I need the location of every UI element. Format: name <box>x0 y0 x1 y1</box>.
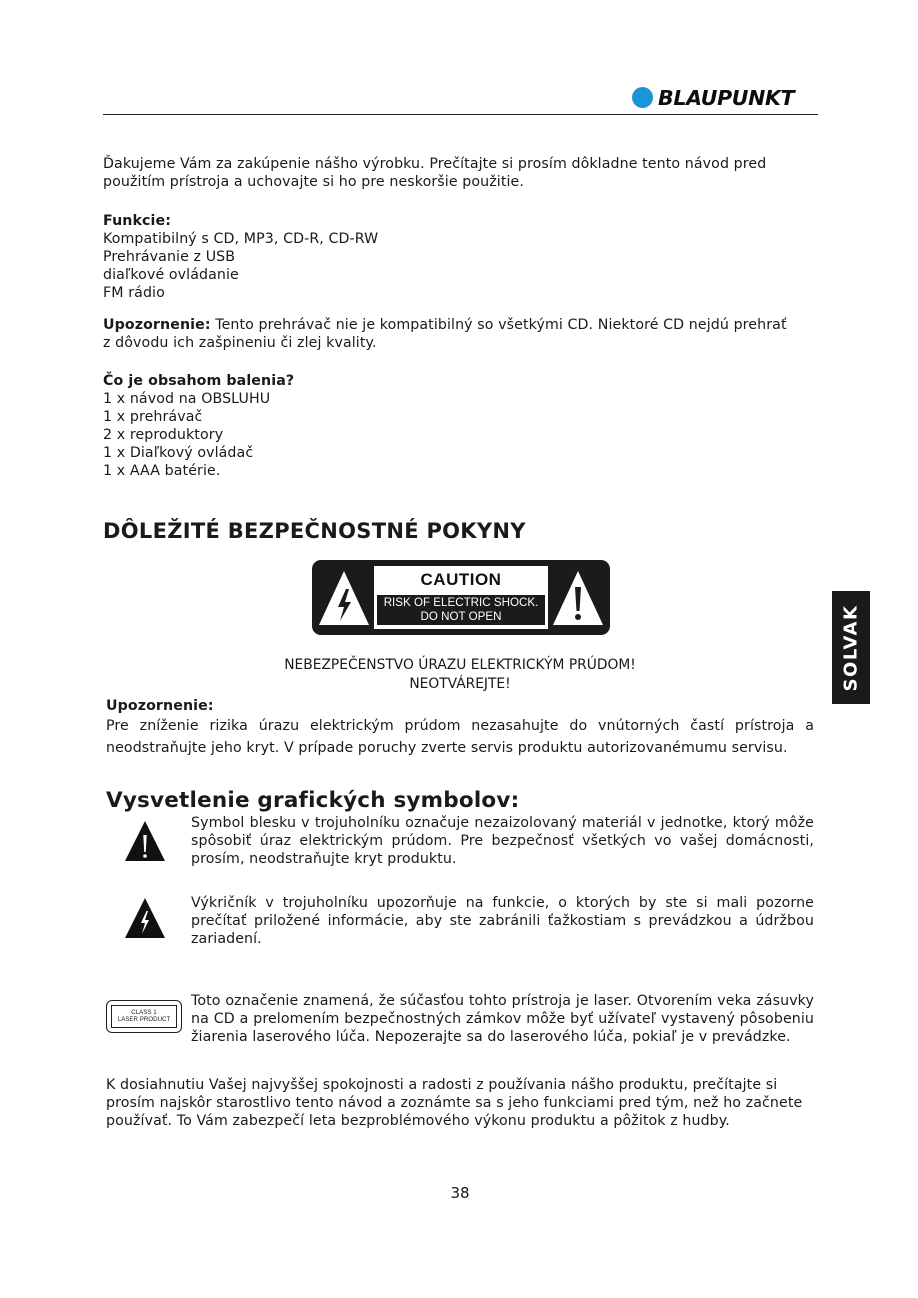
caution-line-1: RISK OF ELECTRIC SHOCK. <box>383 596 539 609</box>
brand-logo <box>632 84 818 112</box>
package-item: 1 x AAA batérie. <box>103 463 221 479</box>
laser-label-line-2: LASER PRODUCT <box>117 1016 171 1023</box>
exclamation-triangle-icon <box>124 820 166 862</box>
feature-item: FM rádio <box>103 285 165 301</box>
caution-label <box>312 560 610 635</box>
caution-panel <box>374 566 548 629</box>
warning-label: Upozornenie: <box>106 698 214 714</box>
laser-label-inner <box>111 1005 177 1028</box>
lightning-triangle-icon <box>124 897 166 939</box>
laser-symbol-text: Toto označenie znamená, že súčasťou tohto prístroja je laser. Otvorením veka zásuvky na CD a prelomením bezpečnostných zámkov môže byť užívateľ vystavený pôsobeniu žiarenia laserového lúča. Nepozerajte sa do laserového lúča, pokiaľ je v prevádzke. <box>191 993 814 1045</box>
exclamation-warning-icon <box>551 569 605 627</box>
caution-subpanel <box>377 595 545 625</box>
brand-logo-dot <box>632 87 653 108</box>
features-title: Funkcie: <box>103 213 171 229</box>
feature-item: Prehrávanie z USB <box>103 249 236 265</box>
hazard-text <box>200 656 720 694</box>
hazard-line-2: NEOTVÁREJTE! <box>409 676 511 692</box>
laser-label-line-1: CLASS 1 <box>131 1009 157 1016</box>
package-section <box>103 372 503 480</box>
lightning-symbol-text: Symbol blesku v trojuholníku označuje nezaizolovaný materiál v jednotke, ktorý môže spôsobiť úraz elektrickým prúdom. Pre bezpečnosť všetkých vo vašej domácnosti, prosím, neodstraňujte kryt produktu. <box>191 815 814 867</box>
notice-label: Upozornenie: <box>103 317 211 333</box>
warning-text: Pre zníženie rizika úrazu elektrickým prúdom nezasahujte do vnútorných častí prístroja a neodstraňujte jeho kryt. V prípade poruchy zverte servis produktu autorizovanémumu servisu. <box>106 718 814 756</box>
laser-product-label <box>106 1000 182 1033</box>
package-title: Čo je obsahom balenia? <box>103 373 295 389</box>
exclamation-symbol-text: Výkričník v trojuholníku upozorňuje na funkcie, o ktorých by ste si mali pozorne prečítať priložené informácie, aby ste zabránili ťažkostiam s prevádzkou a údržbou zariadení. <box>191 895 814 947</box>
symbols-heading: Vysvetlenie grafických symbolov: <box>106 788 520 813</box>
closing-paragraph: K dosiahnutiu Vašej najvyššej spokojnosti a radosti z používania nášho produktu, prečítajte si prosím najskôr starostlivo tento návod a zoznámte sa s jeho funkciami pred tým, než ho začnete používať. To Vám zabezpečí leta bezproblémového výkonu produktu a pôžitok z hudby. <box>106 1077 803 1129</box>
caution-title: CAUTION <box>420 570 502 589</box>
safety-heading: DÔLEŽITÉ BEZPEČNOSTNÉ POKYNY <box>103 519 526 543</box>
feature-item: Kompatibilný s CD, MP3, CD-R, CD-RW <box>103 231 379 247</box>
package-item: 1 x prehrávač <box>103 409 203 425</box>
caution-line-2: DO NOT OPEN <box>420 610 502 623</box>
page-number: 38 <box>450 1184 470 1202</box>
intro-paragraph: Ďakujeme Vám za zakúpenie nášho výrobku. Prečítajte si prosím dôkladne tento návod pred použitím prístroja a uchovajte si ho pre neskoršie použitie. <box>103 156 767 190</box>
brand-name: BLAUPUNKT <box>658 86 795 110</box>
notice-text: Tento prehrávač nie je kompatibilný so všetkými CD. Niektoré CD nejdú prehrať z dôvodu ich zašpineniu či zlej kvality. <box>103 317 787 351</box>
hazard-line-1: NEBEZPEČENSTVO ÚRAZU ELEKTRICKÝM PRÚDOM! <box>284 657 636 673</box>
package-item: 2 x reproduktory <box>103 427 224 443</box>
package-item: 1 x Diaľkový ovládač <box>103 445 254 461</box>
feature-item: diaľkové ovládanie <box>103 267 239 283</box>
lightning-warning-icon <box>317 569 371 627</box>
package-item: 1 x návod na OBSLUHU <box>103 391 271 407</box>
language-tab-label: SOLVAK <box>840 604 862 691</box>
notice-paragraph <box>103 316 793 352</box>
language-tab <box>832 591 870 704</box>
header-divider <box>103 114 818 115</box>
features-section <box>103 212 503 302</box>
